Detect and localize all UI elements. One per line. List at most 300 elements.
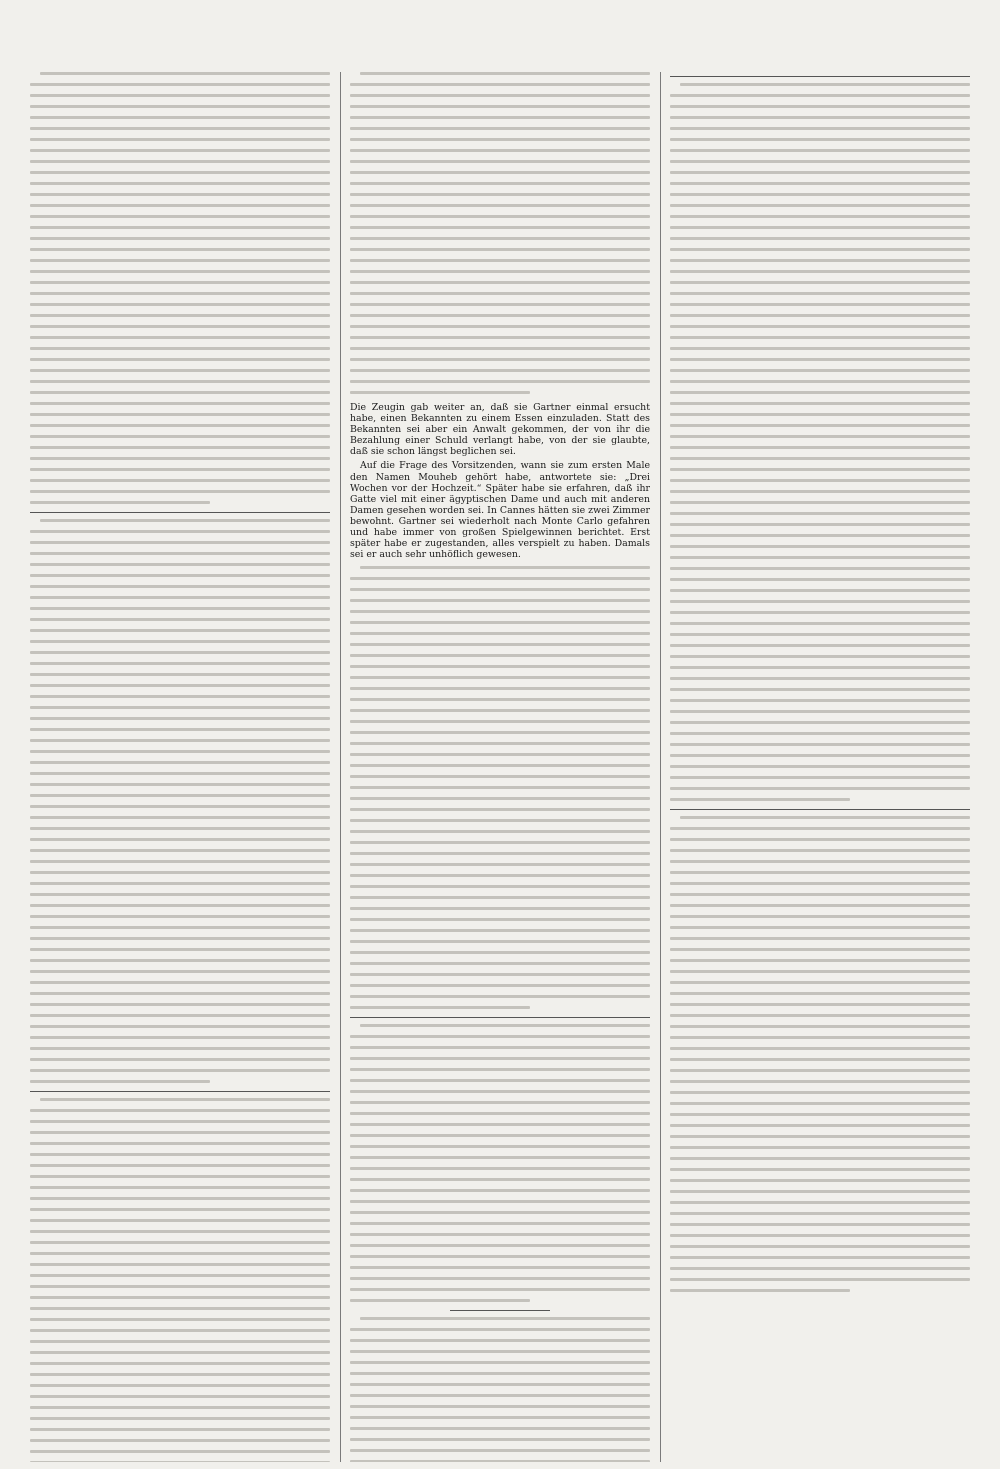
text-line-placeholder (30, 1274, 330, 1277)
text-line-placeholder (670, 303, 970, 306)
text-line-placeholder (30, 1142, 330, 1145)
text-line-placeholder (670, 204, 970, 207)
text-line-placeholder (670, 578, 970, 581)
text-line-placeholder (30, 138, 330, 141)
section-rule (670, 76, 970, 77)
text-line-placeholder (670, 457, 970, 460)
text-line-placeholder (670, 970, 970, 973)
text-line-placeholder (670, 882, 970, 885)
article-paragraph: Die Zeugin gab weiter an, daß sie Gartner einmal ersucht habe, einen Bekannten zu einem Essen einzuladen. Statt des Bekannten sei aber ein Anwalt gekommen, der von ihr die Bezahlung einer Schuld verlangt habe, von der sie glaubte, daß sie schon längst beglichen sei. (350, 402, 650, 458)
text-line-placeholder (670, 915, 970, 918)
text-line-placeholder (350, 127, 650, 130)
text-line-placeholder (30, 1080, 210, 1083)
text-line-placeholder (30, 1014, 330, 1017)
text-line-placeholder (670, 501, 970, 504)
text-line-placeholder (670, 567, 970, 570)
text-line-placeholder (30, 662, 330, 665)
newspaper-page (30, 72, 974, 1462)
text-line-placeholder (30, 1406, 330, 1409)
text-line-placeholder (670, 215, 970, 218)
text-line-placeholder (350, 1035, 650, 1038)
text-line-placeholder (30, 116, 330, 119)
text-line-placeholder (30, 248, 330, 251)
text-line-placeholder (670, 600, 970, 603)
text-line-placeholder (670, 1003, 970, 1006)
text-line-placeholder (670, 1036, 970, 1039)
text-line-placeholder (350, 1255, 650, 1258)
text-line-placeholder (350, 819, 650, 822)
text-line-placeholder (350, 577, 650, 580)
text-line-placeholder (670, 827, 970, 830)
text-line-placeholder (670, 1102, 970, 1105)
text-line-placeholder (30, 937, 330, 940)
text-line-placeholder (30, 1461, 330, 1462)
text-line-placeholder (350, 281, 650, 284)
text-line-placeholder (30, 651, 330, 654)
text-line-placeholder (30, 358, 330, 361)
text-line-placeholder (350, 808, 650, 811)
text-line-placeholder (350, 588, 650, 591)
text-line-placeholder (350, 149, 650, 152)
text-line-placeholder (670, 523, 970, 526)
text-line-placeholder (350, 105, 650, 108)
text-line-placeholder (350, 962, 650, 965)
text-line-placeholder (30, 1047, 330, 1050)
text-line-placeholder (350, 918, 650, 921)
unread-text-lines (30, 72, 330, 504)
text-line-placeholder (360, 1024, 650, 1027)
text-line-placeholder (670, 655, 970, 658)
text-line-placeholder (350, 775, 650, 778)
unread-text-lines (350, 1024, 650, 1302)
text-line-placeholder (670, 182, 970, 185)
text-line-placeholder (670, 380, 970, 383)
text-line-placeholder (30, 1197, 330, 1200)
text-line-placeholder (30, 948, 330, 951)
text-line-placeholder (670, 1157, 970, 1160)
unread-text-lines (670, 816, 970, 1292)
text-line-placeholder (670, 1190, 970, 1193)
text-line-placeholder (670, 798, 850, 801)
text-line-placeholder (670, 226, 970, 229)
text-line-placeholder (670, 589, 970, 592)
text-line-placeholder (30, 1241, 330, 1244)
text-line-placeholder (350, 336, 650, 339)
text-line-placeholder (30, 391, 330, 394)
text-line-placeholder (670, 468, 970, 471)
text-line-placeholder (670, 534, 970, 537)
text-line-placeholder (350, 1416, 650, 1419)
text-line-placeholder (40, 72, 330, 75)
text-line-placeholder (350, 215, 650, 218)
text-line-placeholder (670, 545, 970, 548)
text-line-placeholder (360, 1317, 650, 1320)
text-line-placeholder (350, 1449, 650, 1452)
text-line-placeholder (350, 380, 650, 383)
text-line-placeholder (350, 325, 650, 328)
text-line-placeholder (350, 1200, 650, 1203)
text-line-placeholder (350, 1006, 530, 1009)
text-line-placeholder (30, 1450, 330, 1453)
text-line-placeholder (350, 1299, 530, 1302)
text-line-placeholder (350, 138, 650, 141)
text-line-placeholder (30, 1219, 330, 1222)
text-line-placeholder (30, 468, 330, 471)
text-line-placeholder (350, 248, 650, 251)
text-line-placeholder (670, 937, 970, 940)
text-line-placeholder (30, 1252, 330, 1255)
text-line-placeholder (350, 698, 650, 701)
text-line-placeholder (670, 666, 970, 669)
text-line-placeholder (30, 105, 330, 108)
text-line-placeholder (350, 1178, 650, 1181)
text-line-placeholder (670, 633, 970, 636)
text-line-placeholder (30, 871, 330, 874)
text-line-placeholder (350, 1079, 650, 1082)
text-line-placeholder (30, 1417, 330, 1420)
text-line-placeholder (350, 1101, 650, 1104)
text-line-placeholder (350, 654, 650, 657)
text-line-placeholder (30, 1131, 330, 1134)
text-line-placeholder (30, 369, 330, 372)
text-line-placeholder (670, 1245, 970, 1248)
text-line-placeholder (350, 709, 650, 712)
text-line-placeholder (30, 959, 330, 962)
text-line-placeholder (30, 270, 330, 273)
text-line-placeholder (350, 665, 650, 668)
text-line-placeholder (350, 731, 650, 734)
unread-text-lines (30, 1098, 330, 1462)
article-paragraph: Auf die Frage des Vorsitzenden, wann sie zum ersten Male den Namen Mouheb gehört habe, antwortete sie: „Drei Wochen vor der Hochzeit.“ Später habe sie erfahren, daß ihr Gatte viel mit einer ägyptischen Dame und auch mit anderen Damen gesehen worden sei. In Cannes hätten sie zwei Zimmer bewohnt. Gartner sei wiederholt nach Monte Carlo gefahren und habe immer von großen Spielgewinnen berichtet. Erst später habe er zugestanden, alles verspielt zu haben. Damals sei er auch sehr unhöflich gewesen. (350, 460, 650, 561)
text-line-placeholder (350, 863, 650, 866)
text-line-placeholder (350, 1350, 650, 1353)
text-line-placeholder (680, 816, 970, 819)
text-line-placeholder (350, 1372, 650, 1375)
text-line-placeholder (30, 171, 330, 174)
text-line-placeholder (350, 1383, 650, 1386)
text-line-placeholder (30, 83, 330, 86)
text-line-placeholder (670, 424, 970, 427)
text-line-placeholder (30, 574, 330, 577)
text-line-placeholder (30, 1058, 330, 1061)
text-line-placeholder (350, 1266, 650, 1269)
text-line-placeholder (350, 907, 650, 910)
text-line-placeholder (670, 860, 970, 863)
text-line-placeholder (30, 149, 330, 152)
text-line-placeholder (670, 1135, 970, 1138)
text-line-placeholder (670, 127, 970, 130)
text-line-placeholder (670, 754, 970, 757)
text-line-placeholder (670, 1124, 970, 1127)
text-line-placeholder (670, 721, 970, 724)
text-line-placeholder (350, 83, 650, 86)
text-line-placeholder (30, 259, 330, 262)
text-line-placeholder (30, 816, 330, 819)
text-line-placeholder (350, 852, 650, 855)
text-line-placeholder (30, 981, 330, 984)
text-line-placeholder (670, 490, 970, 493)
text-line-placeholder (670, 1025, 970, 1028)
text-line-placeholder (30, 750, 330, 753)
text-line-placeholder (350, 1394, 650, 1397)
text-line-placeholder (350, 226, 650, 229)
text-line-placeholder (30, 1263, 330, 1266)
text-line-placeholder (350, 1211, 650, 1214)
text-line-placeholder (670, 1201, 970, 1204)
text-line-placeholder (670, 948, 970, 951)
text-line-placeholder (30, 849, 330, 852)
text-line-placeholder (670, 710, 970, 713)
text-line-placeholder (670, 402, 970, 405)
text-line-placeholder (350, 270, 650, 273)
article-text (350, 402, 650, 560)
text-line-placeholder (30, 182, 330, 185)
text-line-placeholder (30, 281, 330, 284)
text-line-placeholder (30, 380, 330, 383)
text-line-placeholder (350, 1460, 650, 1462)
text-line-placeholder (670, 1223, 970, 1226)
text-line-placeholder (670, 1091, 970, 1094)
text-line-placeholder (30, 805, 330, 808)
text-line-placeholder (670, 1289, 850, 1292)
text-line-placeholder (30, 585, 330, 588)
text-line-placeholder (670, 193, 970, 196)
text-line-placeholder (30, 695, 330, 698)
text-line-placeholder (350, 116, 650, 119)
text-line-placeholder (350, 1405, 650, 1408)
text-line-placeholder (350, 1046, 650, 1049)
text-line-placeholder (670, 1058, 970, 1061)
text-line-placeholder (30, 215, 330, 218)
unread-text-lines (350, 72, 650, 394)
text-line-placeholder (670, 1069, 970, 1072)
text-line-placeholder (360, 566, 650, 569)
text-line-placeholder (350, 303, 650, 306)
text-line-placeholder (40, 1098, 330, 1101)
text-line-placeholder (670, 1278, 970, 1281)
text-line-placeholder (30, 1318, 330, 1321)
text-line-placeholder (350, 874, 650, 877)
text-line-placeholder (30, 673, 330, 676)
text-line-placeholder (670, 248, 970, 251)
text-line-placeholder (30, 1120, 330, 1123)
text-line-placeholder (30, 292, 330, 295)
text-line-placeholder (670, 358, 970, 361)
text-line-placeholder (670, 314, 970, 317)
section-rule (30, 512, 330, 513)
text-line-placeholder (30, 860, 330, 863)
text-line-placeholder (30, 1285, 330, 1288)
text-line-placeholder (30, 1362, 330, 1365)
text-line-placeholder (350, 1112, 650, 1115)
text-line-placeholder (30, 618, 330, 621)
text-line-placeholder (350, 204, 650, 207)
text-line-placeholder (30, 1036, 330, 1039)
text-line-placeholder (670, 992, 970, 995)
text-line-placeholder (670, 1014, 970, 1017)
text-line-placeholder (670, 622, 970, 625)
text-line-placeholder (350, 643, 650, 646)
text-line-placeholder (350, 1222, 650, 1225)
text-line-placeholder (670, 259, 970, 262)
text-line-placeholder (350, 929, 650, 932)
text-line-placeholder (350, 1156, 650, 1159)
text-line-placeholder (670, 838, 970, 841)
text-line-placeholder (670, 336, 970, 339)
unread-text-lines (670, 83, 970, 801)
text-line-placeholder (30, 761, 330, 764)
text-line-placeholder (30, 127, 330, 130)
text-line-placeholder (670, 347, 970, 350)
text-line-placeholder (30, 1230, 330, 1233)
text-line-placeholder (350, 885, 650, 888)
text-line-placeholder (30, 446, 330, 449)
text-line-placeholder (350, 841, 650, 844)
text-line-placeholder (670, 904, 970, 907)
text-line-placeholder (670, 644, 970, 647)
text-line-placeholder (670, 1212, 970, 1215)
text-line-placeholder (30, 739, 330, 742)
unread-text-lines (350, 1317, 650, 1462)
text-line-placeholder (670, 743, 970, 746)
text-line-placeholder (30, 424, 330, 427)
text-line-placeholder (30, 1003, 330, 1006)
text-line-placeholder (30, 94, 330, 97)
text-line-placeholder (30, 1373, 330, 1376)
text-line-placeholder (30, 1164, 330, 1167)
text-line-placeholder (350, 720, 650, 723)
text-line-placeholder (670, 413, 970, 416)
text-line-placeholder (350, 621, 650, 624)
text-line-placeholder (350, 995, 650, 998)
text-line-placeholder (670, 776, 970, 779)
text-line-placeholder (670, 1168, 970, 1171)
text-line-placeholder (30, 237, 330, 240)
text-line-placeholder (30, 1428, 330, 1431)
text-line-placeholder (350, 182, 650, 185)
text-line-placeholder (30, 490, 330, 493)
section-rule (670, 809, 970, 810)
text-line-placeholder (670, 871, 970, 874)
text-line-placeholder (670, 893, 970, 896)
text-line-placeholder (30, 1384, 330, 1387)
text-line-placeholder (30, 640, 330, 643)
text-line-placeholder (30, 563, 330, 566)
text-line-placeholder (30, 457, 330, 460)
text-line-placeholder (350, 94, 650, 97)
text-line-placeholder (670, 237, 970, 240)
text-line-placeholder (350, 1361, 650, 1364)
text-line-placeholder (670, 1179, 970, 1182)
text-line-placeholder (30, 193, 330, 196)
text-line-placeholder (350, 1057, 650, 1060)
text-line-placeholder (350, 973, 650, 976)
text-line-placeholder (670, 391, 970, 394)
text-line-placeholder (30, 596, 330, 599)
text-line-placeholder (30, 1296, 330, 1299)
text-line-placeholder (30, 1109, 330, 1112)
text-line-placeholder (670, 149, 970, 152)
text-line-placeholder (30, 325, 330, 328)
text-line-placeholder (670, 1047, 970, 1050)
text-line-placeholder (30, 1153, 330, 1156)
text-line-placeholder (30, 402, 330, 405)
text-line-placeholder (670, 926, 970, 929)
text-line-placeholder (30, 706, 330, 709)
text-line-placeholder (30, 1025, 330, 1028)
text-line-placeholder (30, 728, 330, 731)
text-line-placeholder (350, 1189, 650, 1192)
text-line-placeholder (350, 896, 650, 899)
text-line-placeholder (30, 827, 330, 830)
text-line-placeholder (670, 1113, 970, 1116)
text-line-placeholder (670, 281, 970, 284)
text-line-placeholder (350, 676, 650, 679)
text-line-placeholder (40, 519, 330, 522)
text-line-placeholder (30, 915, 330, 918)
text-line-placeholder (30, 783, 330, 786)
text-line-placeholder (670, 699, 970, 702)
text-line-placeholder (30, 772, 330, 775)
text-line-placeholder (350, 753, 650, 756)
text-line-placeholder (30, 717, 330, 720)
text-line-placeholder (350, 786, 650, 789)
text-line-placeholder (350, 1339, 650, 1342)
text-line-placeholder (30, 1175, 330, 1178)
section-rule (30, 1091, 330, 1092)
text-line-placeholder (30, 204, 330, 207)
text-line-placeholder (350, 984, 650, 987)
text-line-placeholder (350, 687, 650, 690)
text-line-placeholder (670, 171, 970, 174)
text-line-placeholder (670, 732, 970, 735)
text-line-placeholder (350, 632, 650, 635)
text-line-placeholder (30, 501, 210, 504)
text-line-placeholder (350, 358, 650, 361)
text-line-placeholder (350, 764, 650, 767)
text-line-placeholder (350, 171, 650, 174)
text-line-placeholder (30, 552, 330, 555)
text-line-placeholder (670, 105, 970, 108)
text-line-placeholder (350, 292, 650, 295)
text-line-placeholder (30, 926, 330, 929)
text-line-placeholder (670, 325, 970, 328)
column-2 (350, 72, 650, 1462)
text-line-placeholder (680, 83, 970, 86)
text-line-placeholder (30, 1186, 330, 1189)
text-line-placeholder (30, 970, 330, 973)
text-line-placeholder (30, 904, 330, 907)
text-line-placeholder (30, 435, 330, 438)
text-line-placeholder (670, 677, 970, 680)
text-line-placeholder (30, 882, 330, 885)
text-line-placeholder (670, 446, 970, 449)
text-line-placeholder (350, 259, 650, 262)
text-line-placeholder (30, 1340, 330, 1343)
text-line-placeholder (670, 116, 970, 119)
text-line-placeholder (30, 1069, 330, 1072)
column-3 (670, 72, 970, 1462)
text-line-placeholder (350, 1288, 650, 1291)
text-line-placeholder (350, 1328, 650, 1331)
text-line-placeholder (350, 160, 650, 163)
text-line-placeholder (670, 1234, 970, 1237)
text-line-placeholder (30, 336, 330, 339)
text-line-placeholder (350, 797, 650, 800)
text-line-placeholder (350, 1090, 650, 1093)
text-line-placeholder (350, 1244, 650, 1247)
text-line-placeholder (670, 369, 970, 372)
